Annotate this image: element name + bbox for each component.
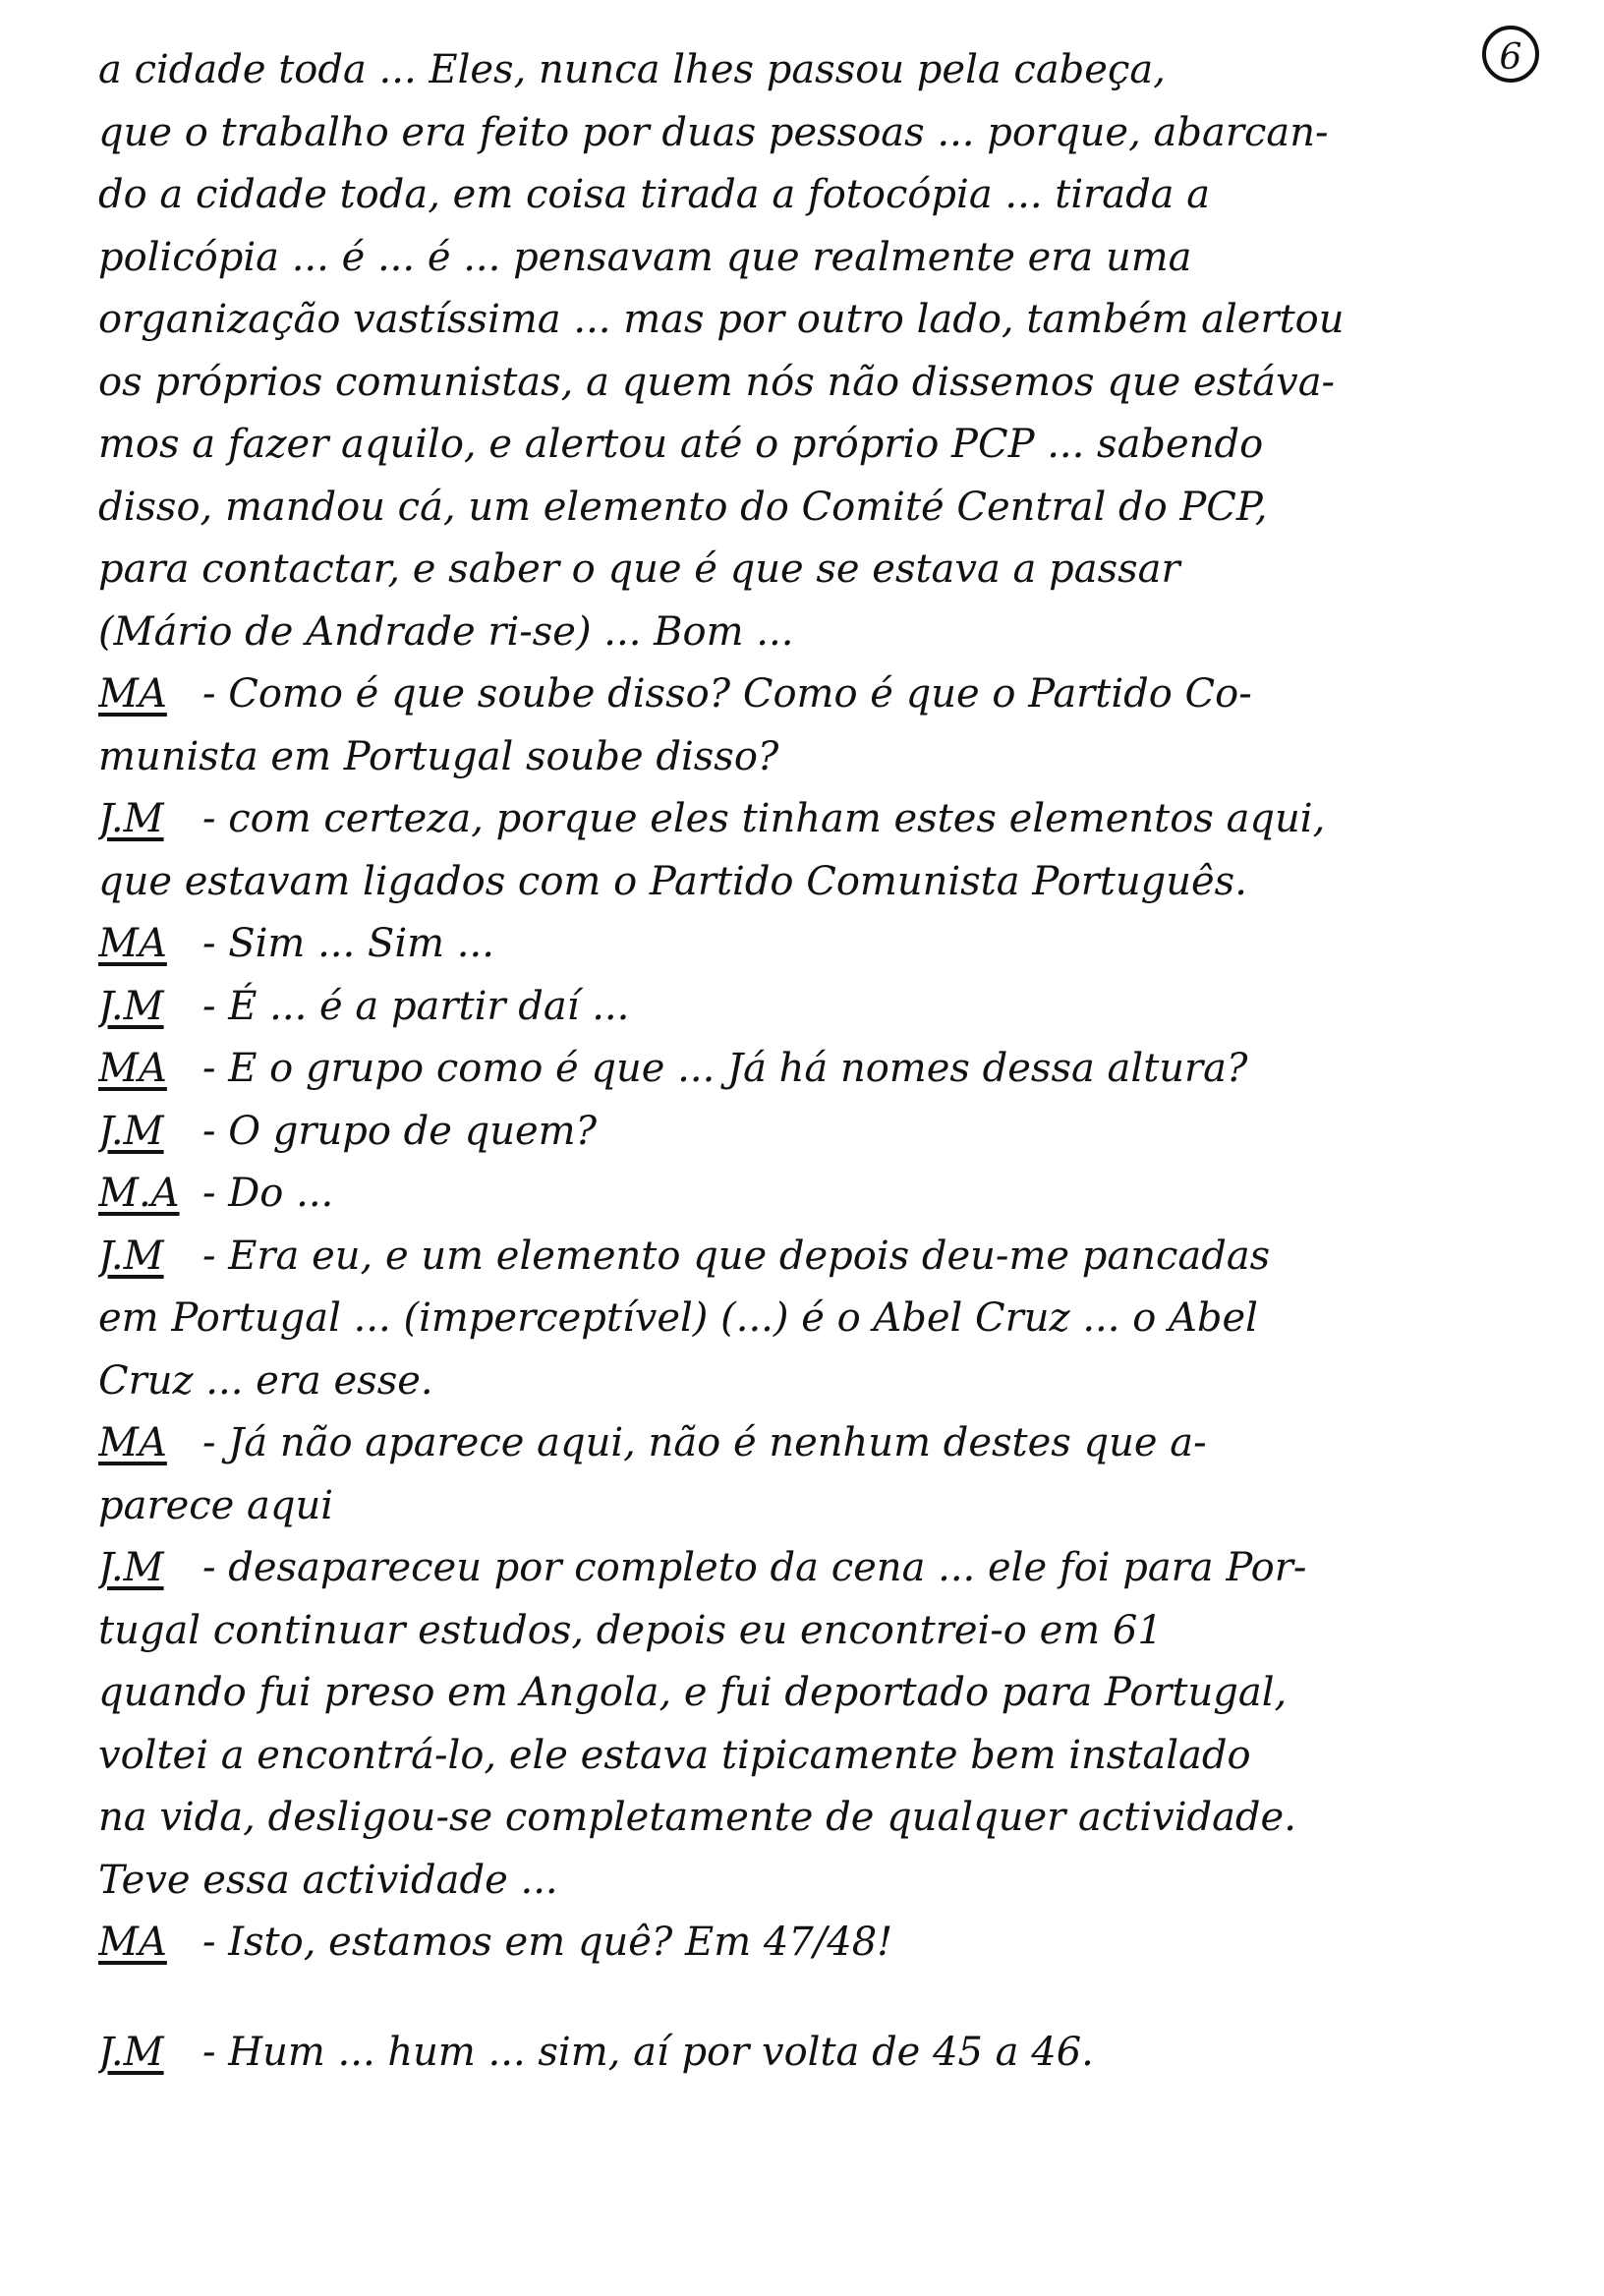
line-text: parece aqui	[98, 1482, 334, 1528]
line-text: munista em Portugal soube disso?	[98, 733, 779, 779]
transcript-line	[98, 1163, 1573, 1226]
line-text: em Portugal ... (imperceptível) (...) é o Abel Cruz ... o Abel	[98, 1295, 1258, 1341]
transcript-line	[98, 1038, 1573, 1101]
line-text: que estavam ligados com o Partido Comunista Português.	[98, 858, 1247, 904]
speaker-label: J.M	[98, 1233, 164, 1279]
speaker-label: J.M	[98, 1108, 164, 1154]
transcript-line	[98, 227, 1573, 290]
line-text: - com certeza, porque eles tinham estes elementos aqui,	[202, 796, 1326, 841]
line-text: os próprios comunistas, a quem nós não dissemos que estáva-	[98, 359, 1336, 405]
transcript-line	[98, 1288, 1573, 1350]
transcript-line	[98, 164, 1573, 227]
line-text: Teve essa actividade ...	[98, 1857, 558, 1903]
speaker-label: J.M	[98, 1545, 164, 1590]
line-text: - É ... é a partir daí ...	[202, 983, 630, 1029]
transcript-line	[98, 2022, 1573, 2085]
speaker-label: J.M	[98, 2029, 164, 2075]
speaker-label: MA	[98, 1046, 167, 1091]
line-text: - Hum ... hum ... sim, aí por volta de 45 a 46.	[202, 2029, 1094, 2075]
line-text: na vida, desligou-se completamente de qualquer actividade.	[98, 1795, 1296, 1840]
line-text: voltei a encontrá-lo, ele estava tipicamente bem instalado	[98, 1732, 1251, 1778]
transcript-line	[98, 477, 1573, 540]
line-text: - O grupo de quem?	[202, 1108, 598, 1154]
line-text: que o trabalho era feito por duas pessoas ... porque, abarcan-	[98, 109, 1329, 155]
transcript-line	[98, 1600, 1573, 1663]
transcript-line	[98, 976, 1573, 1039]
transcript-line	[98, 913, 1573, 976]
transcript-line	[98, 851, 1573, 914]
transcript-line	[98, 663, 1573, 726]
line-text: - Do ...	[202, 1171, 334, 1216]
line-text: organização vastíssima ... mas por outro lado, também alertou	[98, 297, 1345, 342]
transcript-line	[98, 1850, 1573, 1913]
speaker-label: MA	[98, 1920, 167, 1965]
transcript-line	[98, 539, 1573, 602]
line-text: - Era eu, e um elemento que depois deu-me pancadas	[202, 1233, 1271, 1279]
transcript-body	[98, 39, 1573, 2084]
line-text: quando fui preso em Angola, e fui deportado para Portugal,	[98, 1670, 1288, 1715]
transcript-line	[98, 414, 1573, 477]
speaker-label: MA	[98, 1420, 167, 1465]
transcript-line	[98, 1537, 1573, 1600]
transcript-line	[98, 602, 1573, 664]
speaker-label: J.M	[98, 983, 164, 1029]
transcript-line	[98, 1412, 1573, 1475]
transcript-line	[98, 1725, 1573, 1788]
line-text: Cruz ... era esse.	[98, 1357, 433, 1404]
transcript-line	[98, 102, 1573, 165]
transcript-line	[98, 788, 1573, 851]
transcript-line	[98, 289, 1573, 352]
line-text: para contactar, e saber o que é que se estava a passar	[98, 546, 1180, 592]
transcript-line	[98, 352, 1573, 415]
transcript-line	[98, 1787, 1573, 1850]
line-text: disso, mandou cá, um elemento do Comité Central do PCP,	[98, 484, 1268, 530]
transcript-line	[98, 1912, 1573, 1975]
line-text: (Mário de Andrade ri-se) ... Bom ...	[98, 608, 794, 655]
speaker-label: J.M	[98, 796, 164, 841]
line-text: do a cidade toda, em coisa tirada a fotocópia ... tirada a	[98, 172, 1211, 217]
page-number-circled: 6	[1482, 26, 1539, 83]
line-text: mos a fazer aquilo, e alertou até o próprio PCP ... sabendo	[98, 422, 1264, 467]
line-text: - desapareceu por completo da cena ... ele foi para Por-	[202, 1545, 1307, 1590]
line-text: - Isto, estamos em quê? Em 47/48!	[202, 1920, 893, 1965]
line-text: - E o grupo como é que ... Já há nomes dessa altura?	[202, 1046, 1248, 1091]
line-text: tugal continuar estudos, depois eu encontrei-o em 61	[98, 1607, 1163, 1653]
transcript-line	[98, 1475, 1573, 1538]
line-text: - Como é que soube disso? Como é que o Partido Co-	[202, 671, 1252, 717]
transcript-line	[98, 1101, 1573, 1164]
transcript-line	[98, 1350, 1573, 1413]
line-text: a cidade toda ... Eles, nunca lhes passou pela cabeça,	[98, 47, 1166, 92]
transcript-line	[98, 1662, 1573, 1725]
transcript-line	[98, 1226, 1573, 1289]
speaker-label: M.A	[98, 1171, 180, 1216]
speaker-label: MA	[98, 921, 167, 966]
line-text: policópia ... é ... é ... pensavam que realmente era uma	[98, 234, 1192, 280]
line-text: - Sim ... Sim ...	[202, 921, 494, 966]
line-text: - Já não aparece aqui, não é nenhum destes que a-	[202, 1420, 1207, 1465]
speaker-label: MA	[98, 671, 167, 717]
transcript-line	[98, 39, 1573, 102]
transcript-line	[98, 726, 1573, 789]
